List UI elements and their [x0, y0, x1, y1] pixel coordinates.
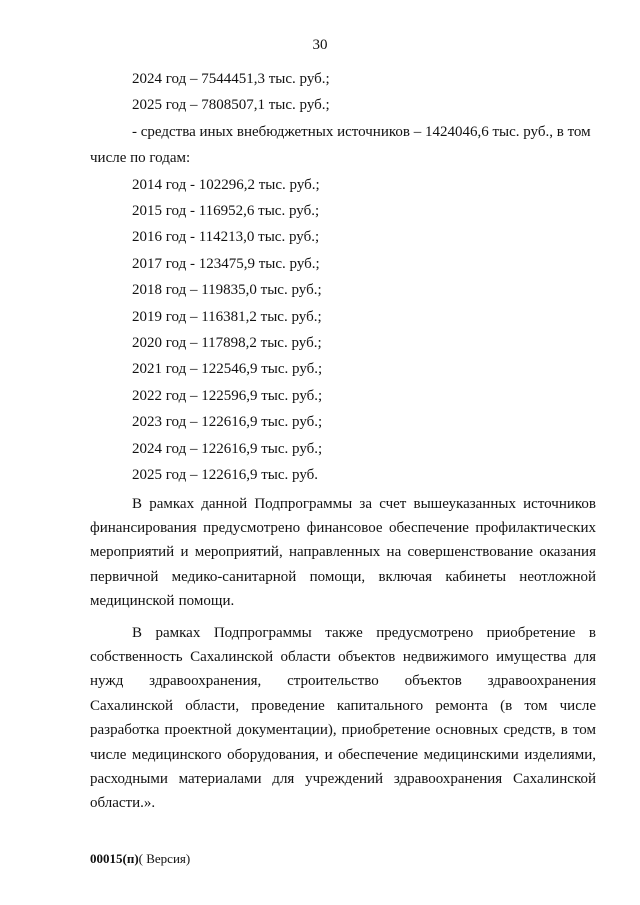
- year-line: 2024 год – 122616,9 тыс. руб.;: [132, 440, 323, 457]
- yearly-funding-list: [90, 172, 596, 489]
- year-line: 2018 год – 119835,0 тыс. руб.;: [132, 282, 322, 299]
- funding-line-2025: 2025 год – 7808507,1 тыс. руб.;: [132, 97, 330, 114]
- funding-line-2024: 2024 год – 7544451,3 тыс. руб.;: [132, 71, 330, 87]
- year-line: 2022 год – 122596,9 тыс. руб.;: [132, 387, 323, 404]
- extra-sources-line: - средства иных внебюджетных источников – 1424046,6 тыс. руб., в том: [132, 123, 591, 140]
- year-line: 2020 год – 117898,2 тыс. руб.;: [132, 335, 322, 352]
- document-body: [90, 66, 596, 816]
- acquisition-paragraph: В рамках Подпрограммы также предусмотрено приобретение в собственность Сахалинской области объектов недвижимого имущества для нужд здравоохранения, строительство объектов здравоохранения Сахалинской области, проведение капитального ремонта (в том числе разработка проектной документации), приобретение основных средств, в том числе медицинского оборудования, и обеспечение медицинскими изделиями, расходными материалами для учреждений здравоохранения Сахалинской области.».: [90, 624, 596, 812]
- financing-paragraph: В рамках данной Подпрограммы за счет вышеуказанных источников финансирования предусмотрено финансовое обеспечение профилактических мероприятий и мероприятий, направленных на совершенствование оказания первичной медико-санитарной помощи, включая кабинеты неотложной медицинской помощи.: [90, 495, 596, 610]
- document-footer: [90, 851, 190, 867]
- year-line: 2019 год – 116381,2 тыс. руб.;: [132, 308, 322, 325]
- year-line: 2021 год – 122546,9 тыс. руб.;: [132, 361, 323, 378]
- year-line: 2015 год - 116952,6 тыс. руб.;: [132, 203, 320, 220]
- year-line: 2016 год - 114213,0 тыс. руб.;: [132, 229, 320, 246]
- document-version: ( Версия): [138, 851, 191, 866]
- extra-sources-continuation: числе по годам:: [90, 150, 191, 167]
- paragraphs: [90, 492, 596, 816]
- year-line: 2017 год - 123475,9 тыс. руб.;: [132, 255, 320, 272]
- year-line: 2014 год - 102296,2 тыс. руб.;: [132, 176, 320, 193]
- year-line: 2025 год – 122616,9 тыс. руб.: [132, 467, 319, 484]
- document-code: 00015(п): [90, 851, 139, 866]
- year-line: 2023 год – 122616,9 тыс. руб.;: [132, 414, 323, 431]
- page-number: 30: [312, 37, 328, 53]
